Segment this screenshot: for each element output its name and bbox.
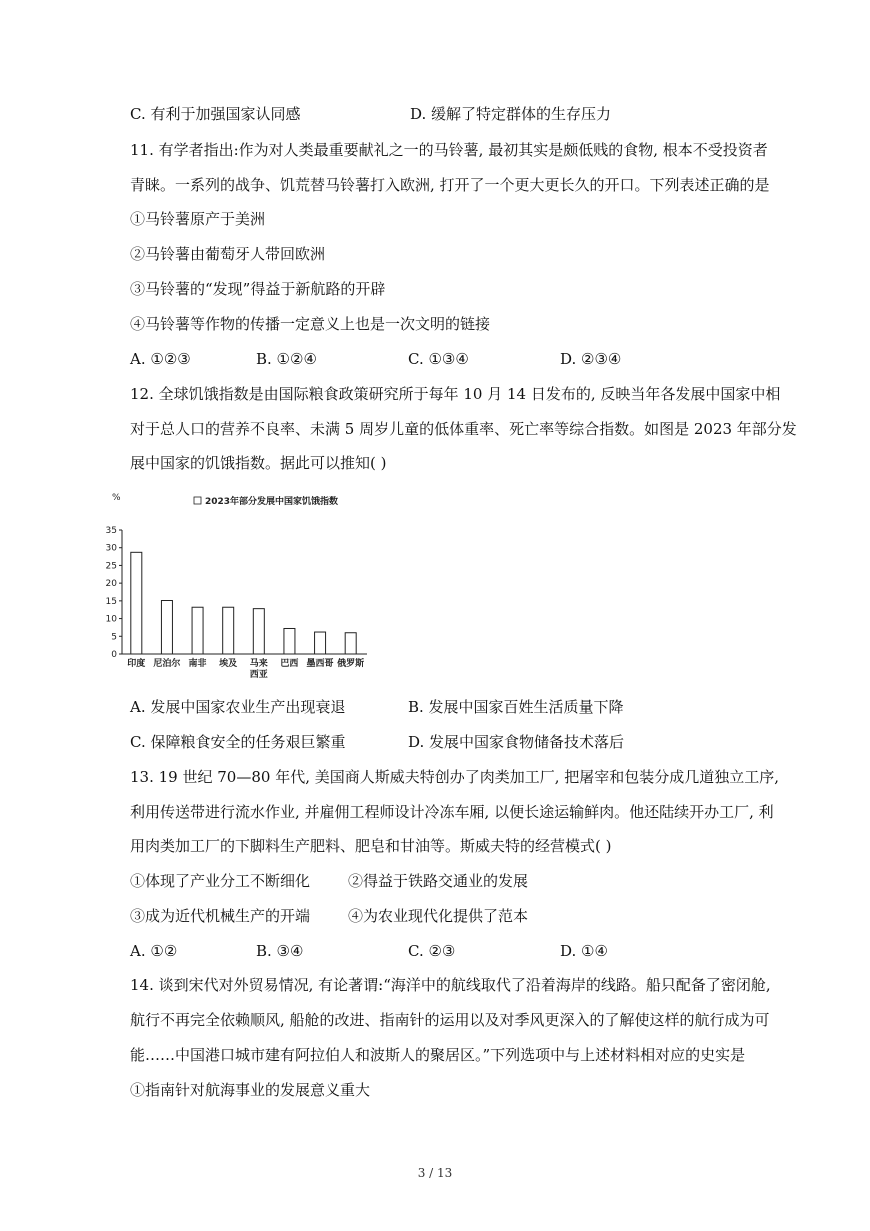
y-tick-label: 5 xyxy=(111,632,117,643)
q14-stem-line-2: 航行不再完全依赖顺风, 船舱的改进、指南针的运用以及对季风更深入的了解使这样的航行成为可 xyxy=(130,1011,770,1029)
legend-swatch xyxy=(194,497,201,504)
bar-印度 xyxy=(131,552,142,654)
chart-bars xyxy=(131,552,356,654)
x-tick-label: 巴西 xyxy=(280,659,299,669)
q11-item-1: ①马铃薯原产于美洲 xyxy=(130,210,266,228)
q14-stem-line-1: 14. 谈到宋代对外贸易情况, 有论著谓:“海洋中的航线取代了沿着海岸的线路。船只配备了密闭舱, xyxy=(130,976,771,994)
q11-option-a: A. ①②③ xyxy=(130,350,191,368)
q12-stem-line-3: 展中国家的饥饿指数。据此可以推知( ) xyxy=(130,454,387,472)
q12-option-b: B. 发展中国家百姓生活质量下降 xyxy=(408,698,624,716)
x-tick-label: 南非 xyxy=(188,659,207,669)
q13-option-a: A. ①② xyxy=(130,942,178,960)
q12-option-a: A. 发展中国家农业生产出现衰退 xyxy=(130,698,346,716)
q13-stem-line-1: 13. 19 世纪 70—80 年代, 美国商人斯威夫特创办了肉类加工厂, 把屠宰和包装分成几道独立工序, xyxy=(130,768,780,786)
q14-stem-line-3: 能……中国港口城市建有阿拉伯人和波斯人的聚居区。”下列选项中与上述材料相对应的史实是 xyxy=(130,1046,746,1064)
legend-label: 2023年部分发展中国家饥饿指数 xyxy=(205,497,339,507)
chart-axes xyxy=(119,530,367,654)
bar-埃及 xyxy=(223,607,234,654)
hunger-index-bar-chart xyxy=(100,488,380,683)
q12-option-c: C. 保障粮食安全的任务艰巨繁重 xyxy=(130,733,346,751)
x-tick-label: 俄罗斯 xyxy=(337,659,365,669)
y-tick-label: 25 xyxy=(105,561,117,572)
y-tick-label: 20 xyxy=(105,579,117,590)
q13-stem-line-2: 利用传送带进行流水作业, 并雇佣工程师设计冷冻车厢, 以便长途运输鲜肉。他还陆续开办工厂, 利 xyxy=(130,803,774,821)
bar-马来西亚 xyxy=(253,609,264,654)
bar-俄罗斯 xyxy=(345,633,356,654)
q14-item-1: ①指南针对航海事业的发展意义重大 xyxy=(130,1081,371,1099)
q12-stem-line-1: 12. 全球饥饿指数是由国际粮食政策研究所于每年 10 月 14 日发布的, 反映当年各发展中国家中相 xyxy=(130,385,781,403)
bar-尼泊尔 xyxy=(161,601,172,654)
q11-option-c: C. ①③④ xyxy=(408,350,469,368)
bar-墨西哥 xyxy=(315,632,326,654)
x-tick-label: 西亚 xyxy=(249,670,268,680)
y-axis-unit: % xyxy=(112,493,121,503)
bar-巴西 xyxy=(284,628,295,654)
q10-option-c: C. 有利于加强国家认同感 xyxy=(130,105,301,123)
q12-stem-line-2: 对于总人口的营养不良率、未满 5 周岁儿童的低体重率、死亡率等综合指数。如图是 2023 年部分发 xyxy=(130,420,797,438)
bar-南非 xyxy=(192,607,203,654)
x-tick-label: 印度 xyxy=(127,659,146,669)
q13-item-3: ③成为近代机械生产的开端 xyxy=(130,907,311,925)
q11-item-3: ③马铃薯的“发现”得益于新航路的开辟 xyxy=(130,280,386,298)
y-tick-label: 15 xyxy=(105,596,117,607)
q12-option-d: D. 发展中国家食物储备技术落后 xyxy=(408,733,625,751)
q13-option-b: B. ③④ xyxy=(256,942,304,960)
y-tick-label: 30 xyxy=(105,543,117,554)
q13-item-4: ④为农业现代化提供了范本 xyxy=(348,907,529,925)
x-tick-label: 埃及 xyxy=(219,659,238,669)
q13-option-c: C. ②③ xyxy=(408,942,456,960)
q10-option-d: D. 缓解了特定群体的生存压力 xyxy=(410,105,612,123)
y-tick-label: 0 xyxy=(111,650,117,660)
q11-stem-line-2: 青睐。一系列的战争、饥荒替马铃薯打入欧洲, 打开了一个更大更长久的开口。下列表述正确的是 xyxy=(130,176,770,194)
q13-item-1: ①体现了产业分工不断细化 xyxy=(130,872,311,890)
q11-item-2: ②马铃薯由葡萄牙人带回欧洲 xyxy=(130,245,326,263)
q13-item-2: ②得益于铁路交通业的发展 xyxy=(348,872,529,890)
q11-option-b: B. ①②④ xyxy=(256,350,317,368)
y-tick-label: 35 xyxy=(105,526,117,536)
q11-option-d: D. ②③④ xyxy=(560,350,622,368)
page-number: 3 / 13 xyxy=(417,1166,453,1180)
x-tick-label: 马来 xyxy=(249,659,268,669)
x-tick-label: 墨西哥 xyxy=(306,659,334,669)
y-tick-label: 10 xyxy=(105,614,117,625)
q11-item-4: ④马铃薯等作物的传播一定意义上也是一次文明的链接 xyxy=(130,315,491,333)
q13-stem-line-3: 用肉类加工厂的下脚料生产肥料、肥皂和甘油等。斯威夫特的经营模式( ) xyxy=(130,837,612,855)
x-tick-label: 尼泊尔 xyxy=(153,659,181,669)
q13-option-d: D. ①④ xyxy=(560,942,608,960)
q11-stem-line-1: 11. 有学者指出:作为对人类最重要献礼之一的马铃薯, 最初其实是颇低贱的食物, 根本不受投资者 xyxy=(130,141,768,159)
